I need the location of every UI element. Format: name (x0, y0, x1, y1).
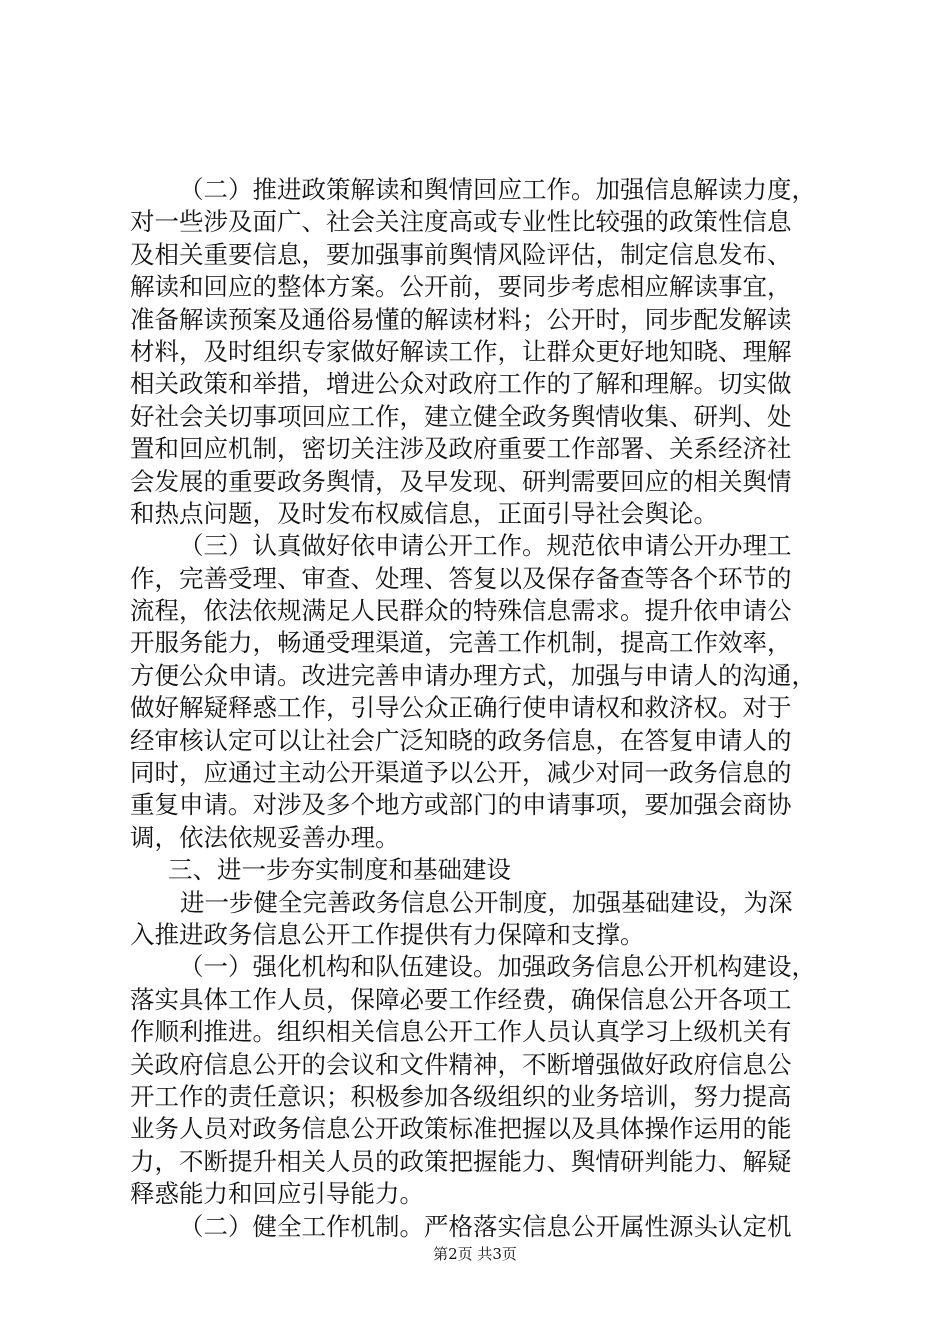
document-body (130, 174, 830, 1243)
text-line: （三）认真做好依申请公开工作。规范依申请公开办理工 (179, 531, 792, 561)
text-line: 进一步健全完善政务信息公开制度，加强基础建设，为深 (180, 887, 793, 917)
text-line: 及相关重要信息，要加强事前舆情风险评估，制定信息发布、 (130, 239, 792, 269)
text-line: （二）健全工作机制。严格落实信息公开属性源头认定机 (179, 1211, 792, 1241)
text-line: 开服务能力，畅通受理渠道，完善工作机制，提高工作效率， (130, 628, 792, 658)
text-line: 作，完善受理、审查、处理、答复以及保存备查等各个环节的 (130, 563, 792, 593)
text-line: 置和回应机制，密切关注涉及政府重要工作部署、关系经济社 (130, 434, 792, 464)
text-line: 准备解读预案及通俗易懂的解读材料；公开时，同步配发解读 (130, 304, 792, 334)
text-line: 力，不断提升相关人员的政策把握能力、舆情研判能力、解疑 (130, 1146, 792, 1176)
text-line: 做好解疑释惑工作，引导公众正确行使申请权和救济权。对于 (130, 693, 792, 723)
page-number-label: 第2页 共3页 (433, 1245, 517, 1263)
text-line: 方便公众申请。改进完善申请办理方式，加强与申请人的沟通， (130, 660, 816, 690)
text-line: 好社会关切事项回应工作，建立健全政务舆情收集、研判、处 (130, 401, 792, 431)
text-line: 材料，及时组织专家做好解读工作，让群众更好地知晓、理解 (130, 336, 792, 366)
text-line: 对一些涉及面广、社会关注度高或专业性比较强的政策性信息 (130, 207, 792, 237)
text-line: 经审核认定可以让社会广泛知晓的政务信息，在答复申请人的 (130, 725, 792, 755)
text-line: 开工作的责任意识；积极参加各级组织的业务培训，努力提高 (130, 1081, 792, 1111)
text-line: 相关政策和举措，增进公众对政府工作的了解和理解。切实做 (130, 369, 792, 399)
text-line: 同时，应通过主动公开渠道予以公开，减少对同一政务信息的 (130, 758, 792, 788)
text-line: 解读和回应的整体方案。公开前，要同步考虑相应解读事宜， (130, 272, 792, 302)
text-line: 作顺利推进。组织相关信息公开工作人员认真学习上级机关有 (130, 1017, 792, 1047)
text-line: 重复申请。对涉及多个地方或部门的申请事项，要加强会商协 (130, 790, 792, 820)
text-line: 关政府信息公开的会议和文件精神，不断增强做好政府信息公 (130, 1049, 792, 1079)
page-footer (0, 1244, 950, 1264)
text-line: （二）推进政策解读和舆情回应工作。加强信息解读力度， (179, 175, 816, 204)
text-line: 落实具体工作人员，保障必要工作经费，确保信息公开各项工 (130, 984, 792, 1014)
text-line: 调，依法依规妥善办理。 (130, 822, 400, 852)
text-line: 入推进政务信息公开工作提供有力保障和支撑。 (130, 919, 645, 949)
text-line: 流程，依法依规满足人民群众的特殊信息需求。提升依申请公 (130, 596, 792, 626)
text-line: 三、进一步夯实制度和基础建设 (168, 855, 511, 885)
text-line: 会发展的重要政务舆情，及早发现、研判需要回应的相关舆情 (130, 466, 792, 496)
text-line: （一）强化机构和队伍建设。加强政务信息公开机构建设， (179, 952, 816, 982)
text-line: 释惑能力和回应引导能力。 (130, 1179, 424, 1209)
text-line: 和热点问题，及时发布权威信息，正面引导社会舆论。 (130, 498, 718, 528)
text-line: 业务人员对政务信息公开政策标准把握以及具体操作运用的能 (130, 1114, 792, 1144)
